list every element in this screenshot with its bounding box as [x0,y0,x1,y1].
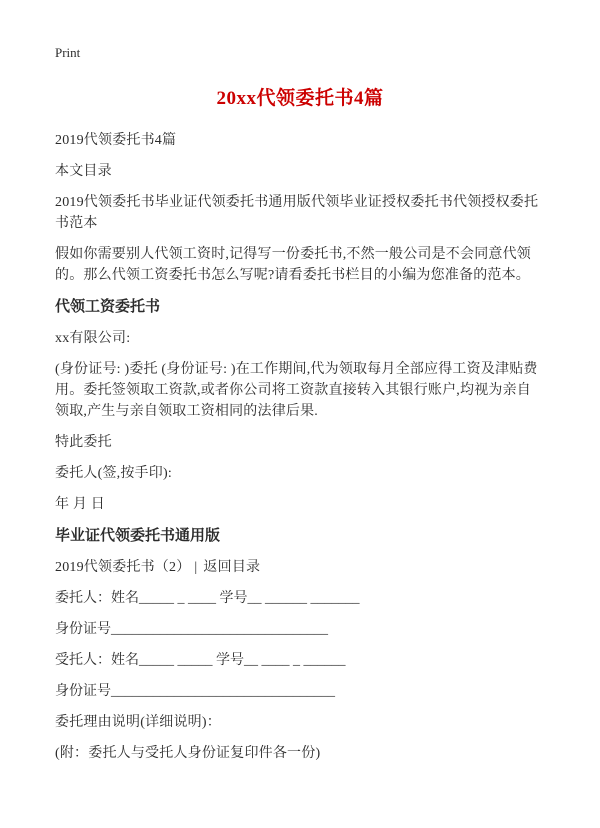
reason-line: 委托理由说明(详细说明)： [55,715,221,730]
section1-heading: 代领工资委托书 [55,299,161,315]
section2-subtitle-line [55,557,545,578]
agent-name-line: 受托人：姓名_____ _____ 学号__ ____ _ ______ [55,653,346,668]
agent-id-line: 身份证号________________________________ [55,684,335,699]
toc-items: 2019代领委托书毕业证代领委托书通用版代领毕业证授权委托书代领授权委托书范本 [55,195,539,231]
section1-body: (身份证号: )委托 (身份证号: )在工作期间,代为领取每月全部应得工资及津贴费用。委托签领取工资款,或者你公司将工资款直接转入其银行账户,均视为亲自领取,产生与亲自领取工资相同的法律后果. [55,362,538,419]
toc-heading: 本文目录 [55,164,112,179]
section2-subtitle: 2019代领委托书（2） [55,560,191,575]
intro-paragraph: 假如你需要别人代领工资时,记得写一份委托书,不然一般公司是不会同意代领的。那么代领工资委托书怎么写呢?请看委托书栏目的小编为您准备的范本。 [55,247,531,283]
section1-closing: 特此委托 [55,435,112,450]
section1-date-line: 年 月 日 [55,497,105,512]
section1-salutation: xx有限公司: [55,331,131,346]
principal-name-line: 委托人：姓名_____ _ ____ 学号__ ______ _______ [55,591,360,606]
toc-separator: | [194,560,198,575]
principal-id-line: 身份证号_______________________________ [55,622,328,637]
section1-signature-line: 委托人(签,按手印): [55,466,172,481]
back-to-toc-link[interactable]: 返回目录 [203,560,261,575]
section2-heading: 毕业证代领委托书通用版 [55,528,221,544]
document-title: 20xx代领委托书4篇 [216,88,384,109]
print-link[interactable]: Print [55,45,81,60]
attachment-line: (附：委托人与受托人身份证复印件各一份) [55,746,321,761]
intro-subtitle: 2019代领委托书4篇 [55,133,177,148]
